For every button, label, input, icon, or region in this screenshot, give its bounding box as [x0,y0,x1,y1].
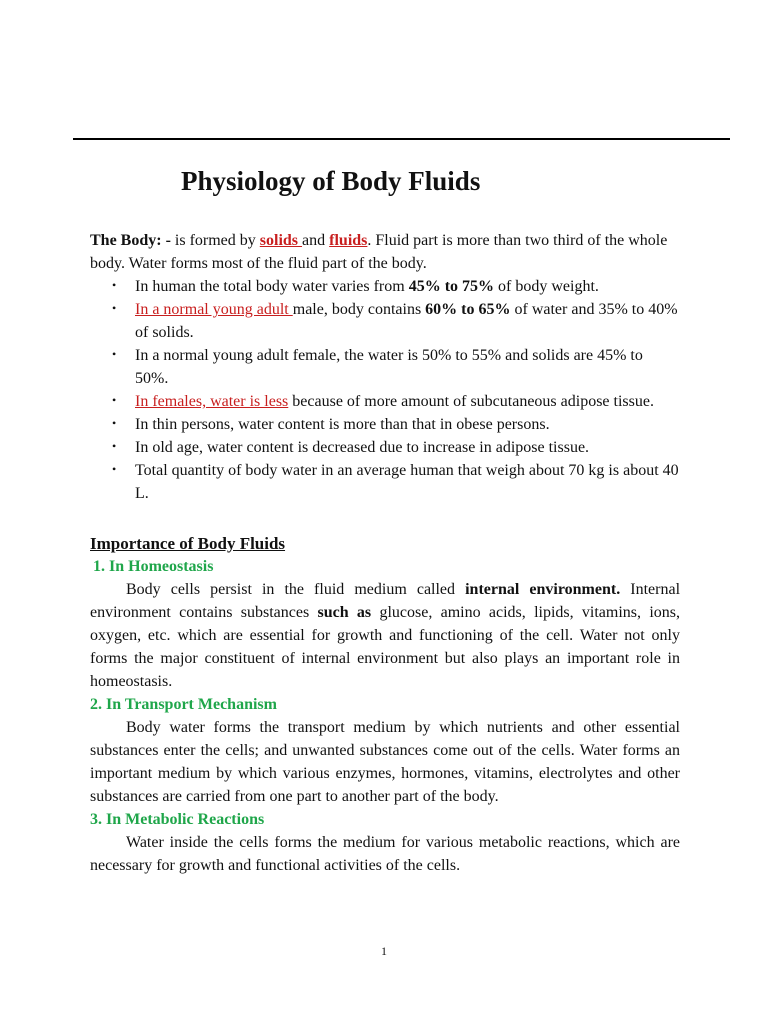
intro-label: The Body: - [90,232,171,249]
list-item-highlight: In a normal young adult [135,301,293,318]
bullet-icon: • [112,393,117,407]
list-item-highlight: In females, water is less [135,393,289,410]
section-heading-metabolic: 3. In Metabolic Reactions [90,811,265,828]
paragraph-homeostasis [90,578,680,693]
list-item [112,275,680,298]
list-item-text: of water and 35% to 40% of solids. [135,301,678,341]
paragraph-emphasis: internal environment. [465,581,621,598]
paragraph-emphasis: such as [317,604,372,621]
paragraph-text: Internal environment contains substances [90,581,681,621]
list-item-text: because of more amount of subcutaneous adipose tissue. [288,393,654,410]
list-item [112,436,680,459]
page-title: Physiology of Body Fluids [181,166,481,196]
list-item [112,390,680,413]
bullet-icon: • [112,347,117,361]
list-item [112,413,680,436]
intro-text-3: . Fluid part is more than two third of the whole body. Water forms most of the fluid part of the body. [90,232,668,272]
list-item [112,459,680,505]
intro-text-2: and [302,232,330,249]
list-item-text: male, body contains [292,301,426,318]
paragraph-transport: Body water forms the transport medium by which nutrients and other essential substances enter the cells; and unwanted substances come out of the cells. Water forms an important medium by which various enzymes, hormones, vitamins, electrolytes and other substances are carried from one part to another part of the body. [90,719,680,805]
list-item-text: In a normal young adult female, the water is 50% to 55% and solids are 45% to 50%. [135,347,643,387]
list-item-emphasis: 45% to 75% [408,278,495,295]
paragraph-metabolic: Water inside the cells forms the medium for various metabolic reactions, which are necessary for growth and functional activities of the cells. [90,834,680,874]
paragraph-text: Body cells persist in the fluid medium called [126,581,466,598]
top-rule [73,138,730,140]
bullet-icon: • [112,439,117,453]
intro-paragraph [90,229,680,275]
bullet-icon: • [112,301,117,315]
section-heading-homeostasis: 1. In Homeostasis [93,558,214,575]
list-item-text: In thin persons, water content is more than that in obese persons. [135,416,550,433]
paragraph-text: glucose, amino acids, lipids, vitamins, ions, oxygen, etc. which are essential for growth and functioning of the cell. Water not only forms the major constituent of internal environment but also plays an important role in homeostasis. [90,604,680,690]
bullet-icon: • [112,278,117,292]
importance-heading: Importance of Body Fluids [90,534,286,553]
list-item [112,344,680,390]
list-item-emphasis: 60% to 65% [425,301,511,318]
bullet-icon: • [112,462,117,476]
list-item [112,298,680,344]
list-item-text: of body weight. [494,278,599,295]
document-body [90,229,680,877]
intro-text-1: is formed by [170,232,260,249]
list-item-text: In human the total body water varies from [135,278,409,295]
fluids-term: fluids [329,232,368,249]
section-heading-transport: 2. In Transport Mechanism [90,696,277,713]
list-item-text: In old age, water content is decreased due to increase in adipose tissue. [135,439,590,456]
solids-term: solids [259,232,303,249]
bullet-icon: • [112,416,117,430]
list-item-text: Total quantity of body water in an average human that weigh about 70 kg is about 40 L. [135,462,679,502]
page-number: 1 [381,944,387,958]
facts-list [90,275,680,505]
